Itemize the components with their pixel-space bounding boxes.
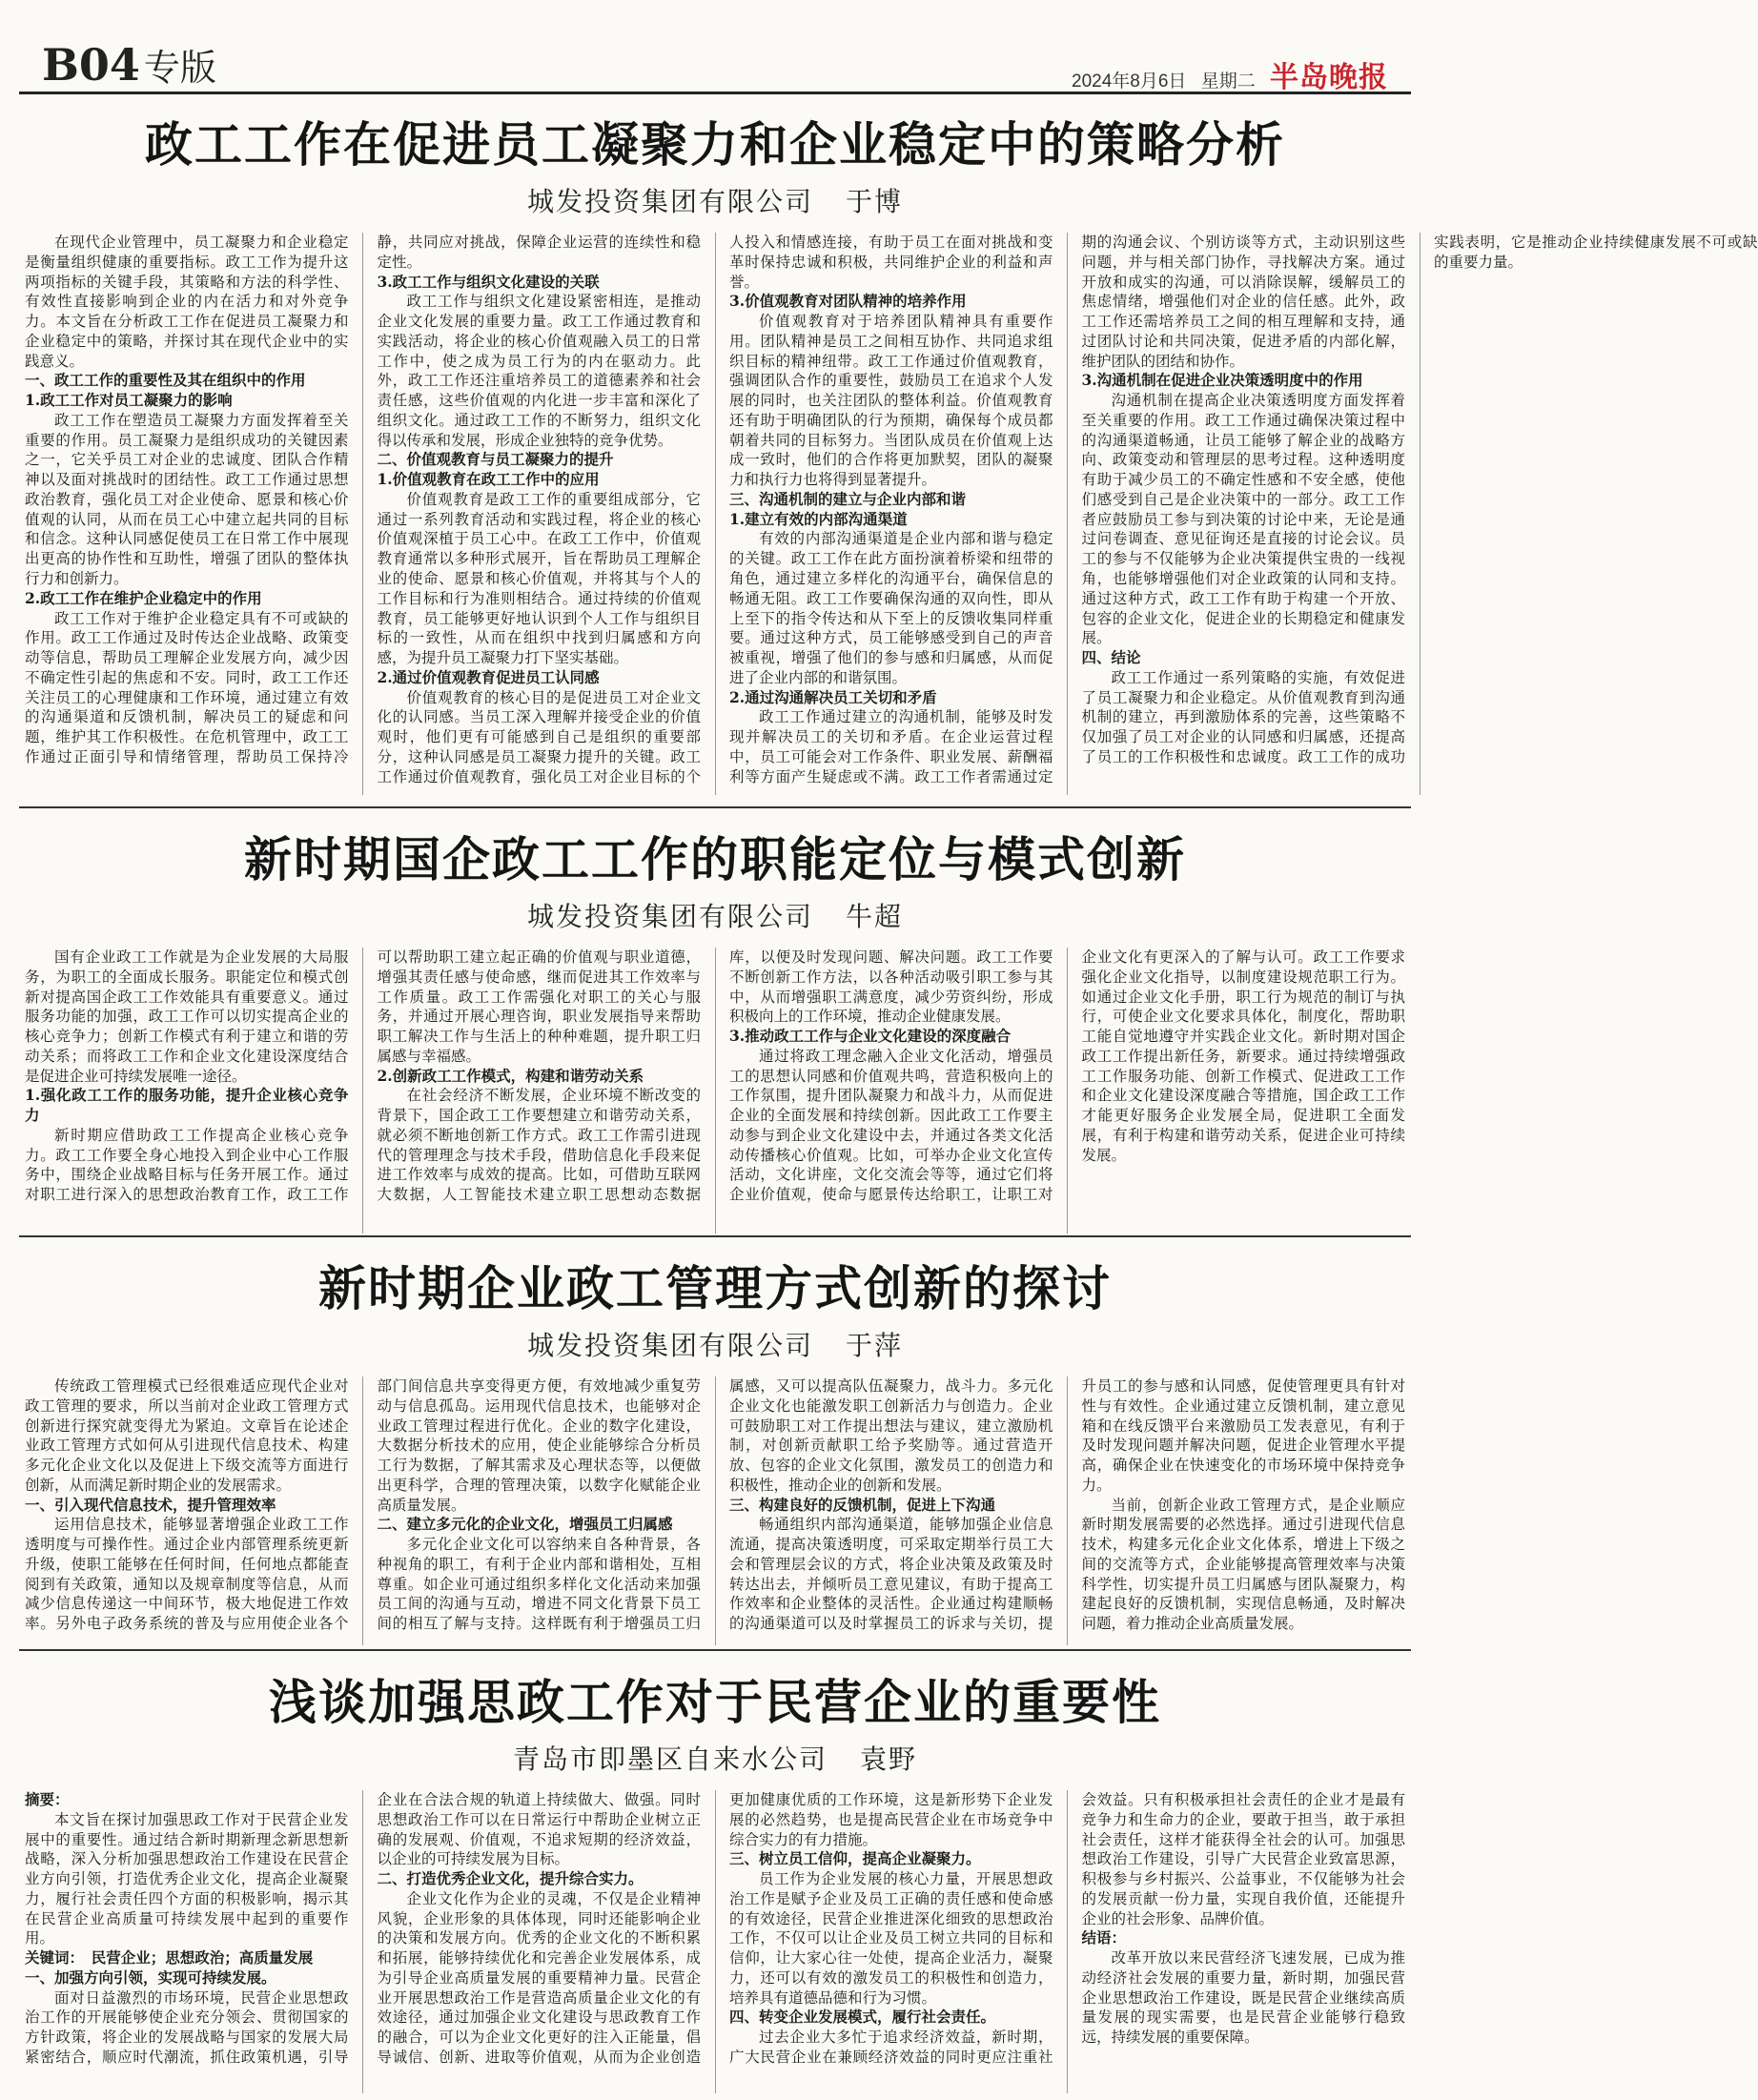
paragraph: 过去企业大多忙于追求经济效益，新时期，广大民营企业在兼顾经济效益的同时更应注重社会效益。只有积极承担社会责任的企业才是最有竞争力和生命力的企业，要敢于担当，敢于承担社会责任，这样才能获得全社会的认可。加强思想政治工作建设，引导广大民营企业致富思源，积极参与乡村振兴、公益事业，不仅能够为社会的发展贡献一份力量，实现自我价值，还能提升企业的社会形象、品牌价值。 xyxy=(729,1791,1405,2066)
subheading: 2.创新政工工作模式，构建和谐劳动关系 xyxy=(377,1066,644,1085)
subheading: 1.强化政工工作的服务功能，提升企业核心竞争力 xyxy=(25,1086,349,1125)
subheading: 2.通过价值观教育促进员工认同感 xyxy=(377,667,600,686)
subheading: 3.沟通机制在促进企业决策透明度中的作用 xyxy=(1081,371,1363,390)
author-name: 于博 xyxy=(846,187,904,216)
issue-weekday: 星期二 xyxy=(1200,71,1256,92)
divider xyxy=(19,806,1411,808)
subheading: 1.政工工作对员工凝聚力的影响 xyxy=(25,391,233,410)
paragraph: 畅通组织内部沟通渠道，能够加强企业信息流通，提高决策透明度，可采取定期举行员工大会和管理层会议的方式，将企业决策及政策及时转达出去，并倾听员工意见建议，有助于提高工作效率和企业整体的灵活性。企业通过构建顺畅的沟通渠道可以及时掌握员工的诉求与关切，提升员工的参与感和认同感，促使管理更具有针对性与有效性。企业通过建立反馈机制，建立意见箱和在线反馈平台来激励员工发表意见，有利于及时发现问题并解决问题，促进企业管理水平提高，确保企业在快速变化的市场环境中保持竞争力。 xyxy=(729,1377,1405,1633)
article-body xyxy=(19,948,1411,1233)
subheading: 二、建立多元化的企业文化，增强员工归属感 xyxy=(377,1515,673,1534)
article-title: 新时期企业政工管理方式创新的探讨 xyxy=(318,1260,1112,1316)
newspaper-masthead: 半岛晚报 xyxy=(1270,61,1388,94)
paragraph: 改革开放以来民营经济飞速发展，已成为推动经济社会发展的重要力量，新时期，加强民营企业思想政治工作建设，既是民营企业继续高质量发展的现实需要，也是民营企业能够行稳致远，持续发展的重要保障。 xyxy=(1081,1949,1405,2047)
subheading: 三、沟通机制的建立与企业内部和谐 xyxy=(729,489,967,508)
subheading: 二、打造优秀企业文化，提升综合实力。 xyxy=(377,1869,644,1888)
article-byline xyxy=(19,1325,1411,1363)
paragraph: 国有企业政工工作就是为企业发展的大局服务，为职工的全面成长服务。职能定位和模式创新对提高国企政工工作效能具有重要意义。通过服务功能的加强，政工工作可以切实提高企业的核心竞争力；创新工作模式有利于建立和谐的劳动关系；而将政工工作和企业文化建设深度结合是促进企业可持续发展唯一途径。 xyxy=(25,948,349,1085)
paragraph: 政工工作通过建立的沟通机制，能够及时发现并解决员工的关切和矛盾。在企业运营过程中，员工可能会对工作条件、职业发展、薪酬福利等方面产生疑虑或不满。政工工作者需通过定期的沟通会议、个别访谈等方式，主动识别这些问题，并与相关部门协作，寻找解决方案。通过开放和成实的沟通，可以消除误解，缓解员工的焦虑情绪，增强他们对企业的信任感。此外，政工工作还需培养员工之间的相互理解和支持，通过团队讨论和共同决策，促进矛盾的内部化解，维护团队的团结和协作。 xyxy=(729,234,1405,785)
paragraph: 新时期应借助政工工作提高企业核心竞争力。政工工作要全身心地投入到企业中心工作服务中，围绕企业战略目标与任务开展工作。通过对职工进行深入的思想政治教育工作，政工工作可以帮助职工建立起正确的价值观与职业道德，增强其责任感与使命感，继而促进其工作效率与工作质量。政工工作需强化对职工的关心与服务，并通过开展心理咨询，职业发展指导来帮助职工解决工作与生活上的种种难题，提升职工归属感与幸福感。 xyxy=(25,948,701,1204)
article-3 xyxy=(19,1251,1411,1640)
paragraph: 政工工作与组织文化建设紧密相连，是推动企业文化发展的重要力量。政工工作通过教育和实践活动，将企业的核心价值观融入员工的日常工作中，使之成为员工行为的内在驱动力。此外，政工工作还注重培养员工的道德素养和社会责任感，这些价值观的内化进一步丰富和深化了组织文化。通过政工工作的不断努力，组织文化得以传承和发展，形成企业独特的竞争优势。 xyxy=(377,293,701,449)
subheading: 三、树立员工信仰，提高企业凝聚力。 xyxy=(729,1849,981,1868)
subheading: 四、转变企业发展模式，履行社会责任。 xyxy=(729,2008,996,2027)
subheading: 三、构建良好的反馈机制，促进上下沟通 xyxy=(729,1495,996,1514)
subheading: 一、加强方向引领，实现可持续发展。 xyxy=(25,1967,276,1987)
subheading: 一、政工工作的重要性及其在组织中的作用 xyxy=(25,371,306,390)
paragraph: 企业文化作为企业的灵魂，不仅是企业精神风貌，企业形象的具体体现，同时还能影响企业的决策和发展方向。优秀的企业文化的不断积累和拓展，能够持续优化和完善企业发展体系，成为引导企业高质量发展的重要精神力量。民营企业开展思想政治工作是营造高质量企业文化的有效途径，通过加强企业文化建设与思政教育工作的融合，可以为企业文化更好的注入正能量，倡导诚信、创新、进取等价值观，从而为企业创造更加健康优质的工作环境，这是新形势下企业发展的必然趋势，也是提高民营企业在市场竞争中综合实力的有力措施。 xyxy=(377,1791,1053,2066)
author-company: 城发投资集团有限公司 xyxy=(526,902,813,931)
paragraph: 价值观教育是政工工作的重要组成部分，它通过一系列教育活动和实践过程，将企业的核心价值观深植于员工心中。在政工工作中，价值观教育通常以多种形式展开，旨在帮助员工理解企业的使命、愿景和核心价值观，并将其与个人的工作目标和行为准则相结合。通过持续的价值观教育，员工能够更好地认识到个人工作与组织目标的一致性，从而在组织中找到归属感和方向感，为提升员工凝聚力打下坚实基础。 xyxy=(377,490,701,667)
paragraph: 通过将政工理念融入企业文化活动，增强员工的思想认同感和价值观共鸣，营造积极向上的工作氛围，提升团队凝聚力和战斗力，从而促进企业的全面发展和持续创新。因此政工工作要主动参与到企业文化建设中去，并通过各类文化活动传播核心价值观。比如，可举办企业文化宣传活动，文化讲座，文化交流会等等，通过它们将企业价值观，使命与愿景传达给职工，让职工对企业文化有更深入的了解与认可。政工工作要求强化企业文化指导，以制度建设规范职工行为。如通过企业文化手册，职工行为规范的制订与执行，可使企业文化要求具体化，制度化，帮助职工能自觉地遵守并实践企业文化。新时期对国企政工工作提出新任务，新要求。通过持续增强政工工作服务功能、创新工作模式、促进政工工作和企业文化建设深度融合等措施，国企政工工作才能更好服务企业发展全局，促进职工全面发展，有利于构建和谐劳动关系，促进企业可持续发展。 xyxy=(729,948,1405,1204)
author-company: 青岛市即墨区自来水公司 xyxy=(512,1744,828,1774)
article-byline xyxy=(19,1739,1411,1777)
keywords: 关键词： 民营企业；思想政治；高质量发展 xyxy=(25,1948,314,1967)
subheading: 一、引入现代信息技术，提升管理效率 xyxy=(25,1495,276,1514)
subheading: 3.价值观教育对团队精神的培养作用 xyxy=(729,292,967,311)
paragraph: 政工工作通过一系列策略的实施，有效促进了员工凝聚力和企业稳定。从价值观教育到沟通机制的建立，再到激励体系的完善，这些策略不仅加强了员工对企业的认同感和归属感，还提高了员工的工作积极性和忠诚度。政工工作的成功实践表明，它是推动企业持续健康发展不可或缺的重要力量。 xyxy=(1081,234,1758,765)
article-body xyxy=(19,1790,1411,2093)
paragraph: 价值观教育对于培养团队精神具有重要作用。团队精神是员工之间相互协作、共同追求组织目标的精神纽带。政工工作通过价值观教育，强调团队合作的重要性，鼓励员工在追求个人发展的同时，也关注团队的整体利益。价值观教育还有助于明确团队的行为预期，确保每个成员都朝着共同的目标努力。当团队成员在价值观上达成一致时，他们的合作将更加默契，团队的凝聚力和执行力也将得到显著提升。 xyxy=(729,313,1053,489)
author-name: 于萍 xyxy=(846,1331,904,1360)
divider xyxy=(19,1649,1411,1651)
paragraph: 在社会经济不断发展，企业环境不断改变的背景下，国企政工工作要想建立和谐劳动关系，就必须不断地创新工作方式。政工工作需引进现代的管理理念与技术手段，借助信息化手段来促进工作效率与成效的提高。比如，可借助互联网大数据，人工智能技术建立职工思想动态数据库，以便及时发现问题、解决问题。政工工作要不断创新工作方法，以各种活动吸引职工参与其中，从而增强职工满意度，减少劳资纠纷，形成积极向上的工作环境，推动企业健康发展。 xyxy=(377,948,1053,1204)
subheading: 1.建立有效的内部沟通渠道 xyxy=(729,509,908,528)
subheading: 四、结论 xyxy=(1081,648,1141,667)
article-byline xyxy=(19,181,1411,219)
paragraph: 运用信息技术，能够显著增强企业政工工作透明度与可操作性。通过企业内部管理系统更新升级，使职工能够在任何时间，任何地点都能查阅到有关政策，通知以及规章制度等信息，从而减少信息传递这一中间环节，极大地促进工作效率。另外电子政务系统的普及与应用使企业各个部门间信息共享变得更方便，有效地减少重复劳动与信息孤岛。运用现代信息技术，也能够对企业政工管理过程进行优化。企业的数字化建设，大数据分析技术的应用，使企业能够综合分析员工行为数据，了解其需求及心理状态等，以便做出更科学，合理的管理决策，以数字化赋能企业高质量发展。 xyxy=(25,1377,701,1633)
article-4 xyxy=(19,1664,1411,2093)
subheading: 3.推动政工工作与企业文化建设的深度融合 xyxy=(729,1027,1012,1046)
paragraph: 本文旨在探讨加强思政工作对于民营企业发展中的重要性。通过结合新时期新理念新思想新战略，深入分析加强思想政治工作建设在民营企业方向引领，打造优秀企业文化，提高企业凝聚力，履行社会责任四个方面的积极影响，揭示其在民营企业高质量可持续发展中起到的重要作用。 xyxy=(25,1810,349,1947)
author-name: 袁野 xyxy=(860,1744,918,1774)
author-company: 城发投资集团有限公司 xyxy=(526,1331,813,1360)
author-company: 城发投资集团有限公司 xyxy=(526,187,813,216)
paragraph: 政工工作在塑造员工凝聚力方面发挥着至关重要的作用。员工凝聚力是组织成功的关键因素之一，它关乎员工对企业的忠诚度、团队合作精神以及面对挑战时的团结性。政工工作通过思想政治教育，强化员工对企业使命、愿景和核心价值观的认同，从而在员工心中建立起共同的目标和信念。这种认同感促使员工在日常工作中展现出更高的协作性和互助性，增强了团队的整体执行力和创新力。 xyxy=(25,411,349,588)
article-body xyxy=(19,1376,1411,1645)
subheading: 摘要： xyxy=(25,1790,70,1808)
subheading: 二、价值观教育与员工凝聚力的提升 xyxy=(377,450,614,469)
paragraph: 传统政工管理模式已经很难适应现代企业对政工管理的要求，所以当前对企业政工管理方式创新进行探究就变得尤为紧迫。文章旨在论述企业政工管理方式如何从引进现代信息技术、构建多元化企业文化以及促进上下级交流等方面进行创新，从而满足新时期企业的发展需求。 xyxy=(25,1377,349,1494)
divider xyxy=(19,1235,1411,1237)
header-info xyxy=(1062,53,1388,95)
paragraph: 沟通机制在提高企业决策透明度方面发挥着至关重要的作用。政工工作通过确保决策过程中的沟通渠道畅通，让员工能够了解企业的战略方向、政策变动和管理层的思考过程。这种透明度有助于减少员工的不确定性感和不安全感，使他们感受到自己是企业决策中的一部分。政工工作者应鼓励员工参与到决策的讨论中来，无论是通过问卷调查、意见征询还是直接的讨论会议。员工的参与不仅能够为企业决策提供宝贵的一线视角，也能够增强他们对企业政策的认同和支持。通过这种方式，政工工作有助于构建一个开放、包容的企业文化，促进企业的长期稳定和健康发展。 xyxy=(1081,392,1405,647)
issue-date: 2024年8月6日 xyxy=(1072,71,1187,92)
article-title: 政工工作在促进员工凝聚力和企业稳定中的策略分析 xyxy=(145,116,1285,173)
subheading: 2.通过沟通解决员工关切和矛盾 xyxy=(729,687,937,706)
article-byline xyxy=(19,896,1411,934)
article-1 xyxy=(19,107,1758,795)
paragraph: 员工作为企业发展的核心力量，开展思想政治工作是赋予企业及员工正确的责任感和使命感的有效途径，民营企业推进深化细致的思想政治工作，不仅可以让企业及员工树立共同的目标和信仰，让大家心往一处使，提高企业活力，凝聚力，还可以有效的激发员工的积极性和创造力，培养具有道德品德和行为习惯。 xyxy=(729,1870,1053,2007)
subheading: 2.政工工作在维护企业稳定中的作用 xyxy=(25,588,262,607)
paragraph: 有效的内部沟通渠道是企业内部和谐与稳定的关键。政工工作在此方面扮演着桥梁和纽带的角色，通过建立多样化的沟通平台，确保信息的畅通无阻。政工工作要确保沟通的双向性，即从上至下的指令传达和从下至上的反馈收集同样重要。通过这种方式，员工能够感受到自己的声音被重视，增强了他们的参与感和归属感，从而促进了企业内部的和谐氛围。 xyxy=(729,530,1053,686)
article-body xyxy=(19,233,1758,795)
subheading: 结语： xyxy=(1081,1928,1127,1947)
paragraph: 价值观教育的核心目的是促进员工对企业文化的认同感。当员工深入理解并接受企业的价值观时，他们更有可能感到自己是组织的重要部分，这种认同感是员工凝聚力提升的关键。政工工作通过价值观教育，强化员工对企业目标的个人投入和情感连接，有助于员工在面对挑战和变革时保持忠诚和积极，共同维护企业的利益和声誉。 xyxy=(377,234,1053,785)
paragraph: 多元化企业文化可以容纳来自各种背景，各种视角的职工，有利于企业内部和谐相处，互相尊重。如企业可通过组织多样化文化活动来加强员工间的沟通与互动，增进不同文化背景下员工间的相互了解与支持。这样既有利于增强员工归属感，又可以提高队伍凝聚力，战斗力。多元化企业文化也能激发职工创新活力与创造力。企业可鼓励职工对工作提出想法与建议，建立激励机制，对创新贡献职工给予奖励等。通过营造开放、包容的企业文化氛围，激发员工的创造力和积极性，推动企业的创新和发展。 xyxy=(377,1377,1053,1633)
article-title: 浅谈加强思政工作对于民营企业的重要性 xyxy=(269,1674,1161,1730)
page-code xyxy=(42,38,216,91)
page-header xyxy=(19,0,1411,94)
section-name: 专版 xyxy=(143,47,216,89)
paragraph: 在现代企业管理中，员工凝聚力和企业稳定是衡量组织健康的重要指标。政工工作为提升这两项指标的关键手段，其策略和方法的科学性、有效性直接影响到企业的内在活力和对外竞争力。本文旨在分析政工工作在促进员工凝聚力和企业稳定中的策略，并探讨其在现代企业中的实践意义。 xyxy=(25,234,349,370)
page-number: B04 xyxy=(42,39,140,91)
subheading: 1.价值观教育在政工工作中的应用 xyxy=(377,470,600,489)
paragraph: 政工工作对于维护企业稳定具有不可或缺的作用。政工工作通过及时传达企业战略、政策变动等信息，帮助员工理解企业发展方向，减少因不确定性引起的焦虑和不安。同时，政工工作还关注员工的心理健康和工作环境，通过建立有效的沟通渠道和反馈机制，解决员工的疑虑和问题，维护其工作积极性。在危机管理中，政工工作通过正面引导和情绪管理，帮助员工保持冷静，共同应对挑战，保障企业运营的连续性和稳定性。 xyxy=(25,234,701,765)
paragraph: 面对日益激烈的市场环境，民营企业思想政治工作的开展能够使企业充分领会、贯彻国家的方针政策，将企业的发展战略与国家的发展大局紧密结合，顺应时代潮流，抓住政策机遇，引导企业在合法合规的轨道上持续做大、做强。同时思想政治工作可以在日常运行中帮助企业树立正确的发展观、价值观，不追求短期的经济效益，以企业的可持续发展为目标。 xyxy=(25,1791,701,2066)
article-2 xyxy=(19,822,1411,1228)
paragraph: 当前，创新企业政工管理方式，是企业顺应新时期发展需要的必然选择。通过引进现代信息技术，构建多元化企业文化体系，增进上下级之间的交流等方式，企业能够提高管理效率与决策科学性，切实提升员工归属感与团队凝聚力，构建起良好的反馈机制，实现信息畅通，及时解决问题，着力推动企业高质量发展。 xyxy=(1081,1496,1405,1633)
subheading: 3.政工工作与组织文化建设的关联 xyxy=(377,272,600,291)
article-title: 新时期国企政工工作的职能定位与模式创新 xyxy=(244,831,1186,887)
author-name: 牛超 xyxy=(846,902,904,931)
